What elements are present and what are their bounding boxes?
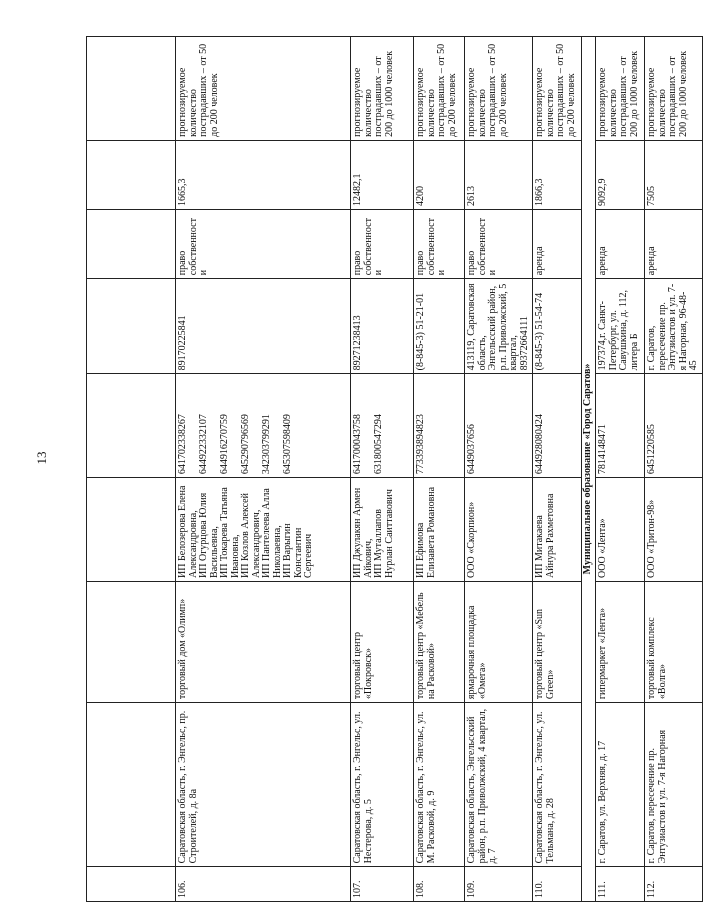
cell-right: аренда xyxy=(533,210,582,279)
cell-object: торговый комплекс «Волга» xyxy=(645,581,703,702)
cell-address: Саратовская область, г. Энгельс, ул. М. Расковой, д. 9 xyxy=(414,703,465,867)
section-title: Муниципальное образование «Город Саратов» xyxy=(582,37,596,902)
cell-inn: 641700043758 631800547294 xyxy=(351,374,414,478)
cell-contacts: 413119, Саратовская область, Энгельсский район, р.п. Приволжский, 5 квартал, 89372664111 xyxy=(465,279,533,374)
row-number: 109. xyxy=(465,867,533,902)
row-number: 108. xyxy=(414,867,465,902)
cell-inn: 641702338267 644922332107 644916270759 645290796569 342303799291 645307598409 xyxy=(176,374,351,478)
row-number: 106. xyxy=(176,867,351,902)
row-number: 107. xyxy=(351,867,414,902)
cell-owner: ИП Митакаева Айнура Рахметовна xyxy=(533,478,582,582)
table-row xyxy=(414,37,465,902)
cell-people: прогнозируемое количество пострадавших – от 50 до 200 человек xyxy=(465,37,533,141)
cell-right: право собственности xyxy=(176,210,351,279)
cell-area: 9092,9 xyxy=(596,140,645,209)
row-number: 110. xyxy=(533,867,582,902)
page-number: 13 xyxy=(34,451,49,465)
cell-contacts: 197374,г. Санкт-Петербург, ул. Савушкина, д. 112, литера Б xyxy=(596,279,645,374)
section-header-row xyxy=(582,37,596,902)
cell-inn: 644928080424 xyxy=(533,374,582,478)
table-body xyxy=(87,37,703,902)
row-number: 111. xyxy=(596,867,645,902)
cell-object: торговый центр «Sun Green» xyxy=(533,581,582,702)
cell-owner: ИП Ефимова Елизавета Романовна xyxy=(414,478,465,582)
table-row xyxy=(645,37,703,902)
cell-people: прогнозируемое количество пострадавших – от 50 до 200 человек xyxy=(176,37,351,141)
cell-contacts: 89170225841 xyxy=(176,279,351,374)
cell-object: ярмарочная площадка «Омега» xyxy=(465,581,533,702)
cell-area: 12482,1 xyxy=(351,140,414,209)
cell-people: прогнозируемое количество пострадавших – от 50 до 200 человек xyxy=(533,37,582,141)
cell-address: г. Саратов, пересечение пр. Энтузиастов и ул. 7-я Нагорная xyxy=(645,703,703,867)
cell-right: право собственности xyxy=(414,210,465,279)
table-row xyxy=(596,37,645,902)
cell-area: 4200 xyxy=(414,140,465,209)
cell-object: торговый центр «Покровск» xyxy=(351,581,414,702)
cell-object: торговый центр «Мебель на Расковой» xyxy=(414,581,465,702)
cell-contacts: г. Саратов, пересечение пр. Энтузиастов и ул. 7-я Нагорная, 96-48-45 xyxy=(645,279,703,374)
cell-right: аренда xyxy=(645,210,703,279)
cell-owner: ИП Джулакян Армен Айкович, ИП Муталлапов Нурлан Саиттавович xyxy=(351,478,414,582)
document-page xyxy=(86,36,699,902)
cell-owner: ООО «Тритон-98» xyxy=(645,478,703,582)
cell-inn: 6451220585 xyxy=(645,374,703,478)
cell-people: прогнозируемое количество пострадавших – от 200 до 1000 человек xyxy=(596,37,645,141)
registry-table xyxy=(86,36,703,902)
table-row xyxy=(533,37,582,902)
cell-address: Саратовская область, г. Энгельс, пр. Строителей, д. 8а xyxy=(176,703,351,867)
cell-area: 2613 xyxy=(465,140,533,209)
cell-owner: ООО «Скорпион» xyxy=(465,478,533,582)
cell-object: торговый дом «Олимп» xyxy=(176,581,351,702)
row-number: 112. xyxy=(645,867,703,902)
cell-address: Саратовская область, г. Энгельс, ул. Нестерова, д. 5 xyxy=(351,703,414,867)
table-row-continuation xyxy=(87,37,176,902)
cell-contacts: (8-845-3) 51-54-74 xyxy=(533,279,582,374)
cell-people: прогнозируемое количество пострадавших – от 200 до 1000 человек xyxy=(645,37,703,141)
cell-area: 1665,3 xyxy=(176,140,351,209)
cell-address: г. Саратов, ул. Верхняя, д. 17 xyxy=(596,703,645,867)
cell-inn: 7814148471 xyxy=(596,374,645,478)
cell-inn: 773393894823 xyxy=(414,374,465,478)
cell-address: Саратовская область, г. Энгельс, ул. Тельмана, д. 28 xyxy=(533,703,582,867)
cell-people: прогнозируемое количество пострадавших – от 200 до 1000 человек xyxy=(351,37,414,141)
cell-contacts: 89271238413 xyxy=(351,279,414,374)
cell-right: право собственности xyxy=(465,210,533,279)
cell-right: право собственности xyxy=(351,210,414,279)
registry-table-container xyxy=(86,36,699,902)
cell-owner: ООО «Лента» xyxy=(596,478,645,582)
cell-inn: 6449037656 xyxy=(465,374,533,478)
cell-right: аренда xyxy=(596,210,645,279)
cell-contacts: (8-845-3) 51-21-01 xyxy=(414,279,465,374)
cell-object: гипермаркет «Лента» xyxy=(596,581,645,702)
cell-owner: ИП Белозерова Елена Александровна, ИП Огурцова Юлия Васильевна, ИП Токарева Татьяна Ивановна, ИП Козлов Алексей Александрович, ИП Пантелеева Алла Николаевна, ИП Варыгин Константин Сергеевич xyxy=(176,478,351,582)
cell-address: Саратовская область, Энгельсский район, р.п. Приволжский, 4 квартал, д. 7 xyxy=(465,703,533,867)
cell-people: прогнозируемое количество пострадавших – от 50 до 200 человек xyxy=(414,37,465,141)
table-row xyxy=(176,37,351,902)
cell-area: 1866,3 xyxy=(533,140,582,209)
table-row xyxy=(465,37,533,902)
cell-area: 7505 xyxy=(645,140,703,209)
table-row xyxy=(351,37,414,902)
